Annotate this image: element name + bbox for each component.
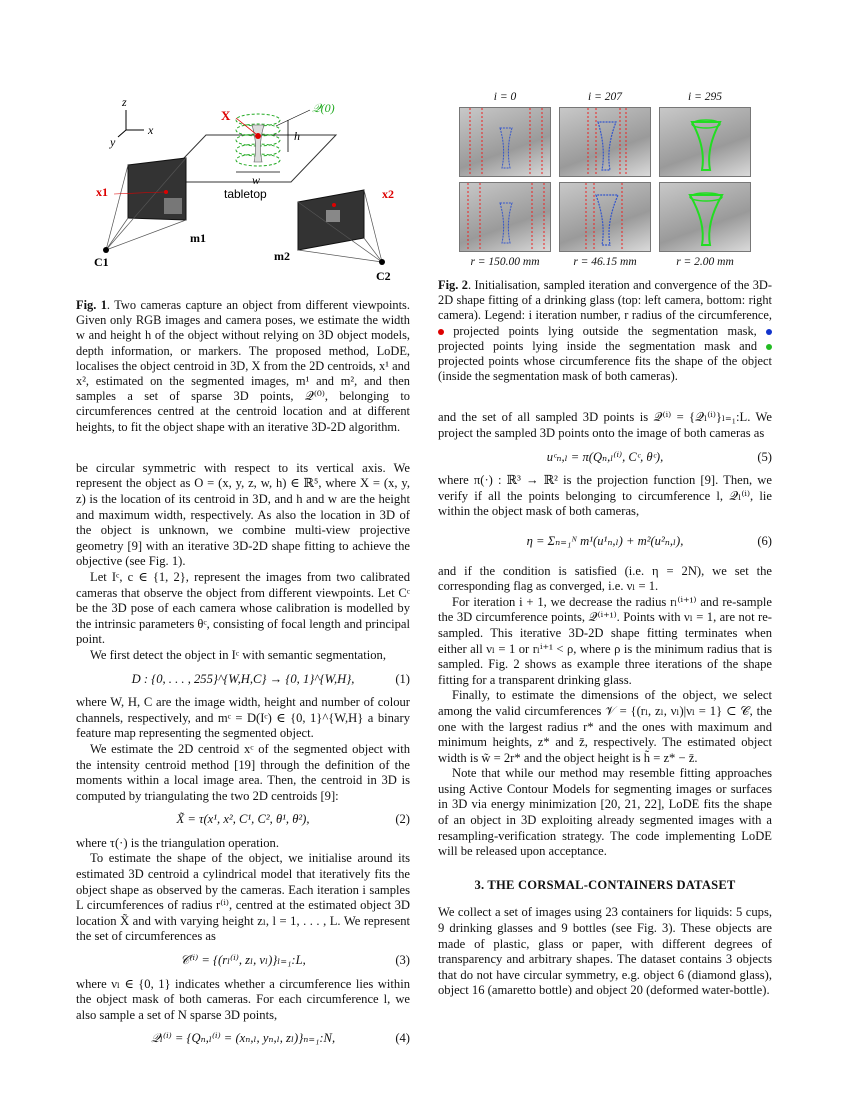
axes-icon [118, 110, 144, 137]
equation-1-number: (1) [395, 671, 410, 686]
equation-6 [438, 534, 772, 550]
fig2-thumb-right-2 [659, 182, 751, 252]
axis-label-z: z [122, 95, 127, 109]
left-paragraph-1: be circular symmetric with respect to its vertical axis. We represent the object as O = (x, y, z, w, h) ∈ ℝ⁵, where X = (x, y, z) is the location of its centroid in 3D, and h and w are the height and maximum width, respectively. As also the location in 3D of the object is unknown, we combine multi-view projective geometry [9] with an iterative 3D-2D shape fitting to achieve the objective (see Fig. 1). [76, 460, 410, 569]
red-dot-icon [438, 329, 444, 335]
height-label: h [294, 129, 300, 143]
fig2-radius-label-0: r = 150.00 mm [470, 256, 540, 268]
right-paragraph-2: where π(·) : ℝ³ → ℝ² is the projection function [9]. Then, we verify if all the points belonging to circumference l, 𝒬ₗ⁽ⁱ⁾, lie within the object mask of both cameras, [438, 473, 772, 519]
section-title: 3. THE CORSMAL-CONTAINERS DATASET [474, 877, 736, 892]
right-paragraph-7: We collect a set of images using 23 containers for liquids: 5 cups, 9 drinking glasses and 9 bottles (see Fig. 3). These objects are made of plastic, glass or paper, with different degrees of transparency and arbitrary shapes. The dataset contains 3 objects that do not have circular symmetry, e.g. object 6 (diamond glass), object 16 (amaretto bottle) and object 20 (deformed water-bottle). [438, 905, 772, 998]
figure-1-caption: Fig. 1. Two cameras capture an object from different viewpoints. Given only RGB images and camera poses, we estimate the width w and height h of the object without relying on 3D object models, depth information, or markers. The proposed method, LoDE, localises the object centroid in 3D, X from the 2D centroids, x¹ and x², estimated on the segmented images, m¹ and m², and then samples a set of sparse 3D points, 𝒬⁽⁰⁾, belonging to circumferences centred at the centroid location and at different heights, to fit the object shape with an iterative 3D-2D algorithm. [76, 298, 410, 434]
left-paragraph-8: where νₗ ∈ {0, 1} indicates whether a circumference lies within the object mask of both cameras. For each circumference l, we also sample a set of N sparse 3D points, [76, 976, 410, 1022]
x1-label: x1 [96, 185, 108, 199]
fig2-caption-d: projected points whose circumference fits the shape of the object (inside the segmentation mask of both cameras). [438, 354, 772, 384]
fig2-iter-label-0: i = 0 [493, 91, 517, 103]
tabletop-label: tabletop [224, 187, 267, 201]
left-column [76, 90, 410, 1055]
fig2-caption-title: Fig. 2 [438, 278, 468, 292]
equation-5-number: (5) [757, 449, 772, 464]
equation-1-body: D : {0, . . . , 255}^{W,H,C} → {0, 1}^{W,H}, [131, 671, 355, 686]
fig2-caption-a: Initialisation, sampled iteration and convergence of the 3D-2D shape fitting of a drinking glass (top: left camera, bottom: right camera). Legend: i iteration number, r radius of the circumference, [438, 278, 772, 323]
axis-label-x: x [148, 123, 154, 137]
equation-2 [76, 812, 410, 828]
fig2-thumb-left-0 [459, 107, 551, 177]
equation-2-number: (2) [395, 812, 410, 827]
equation-3-body: 𝒞⁽ⁱ⁾ = {(rₗ⁽ⁱ⁾, zₗ, νₗ)}ₗ₌₁:L, [180, 953, 306, 968]
equation-1 [76, 672, 410, 688]
left-paragraph-7: To estimate the shape of the object, we initialise around its estimated 3D centroid a cylindrical model that iteratively fits the object shape as observed by the cameras. Each iteration i samples L circumferences of radius r⁽ⁱ⁾, centred at the estimated object 3D location X̃ and with varying height zₗ, l = 1, . . . , L. We represent the set of circumferences as [76, 851, 410, 944]
right-paragraph-6: Note that while our method may resemble fitting approaches using Active Contour Models for segmenting images or surfaces in 3D via energy minimization [20, 21, 22], LoDE fits the shape of an object in 3D exploiting already segmented images with a resampling-verification strategy. The code implementing LoDE will be released upon acceptance. [438, 766, 772, 859]
equation-4-number: (4) [395, 1031, 410, 1046]
right-paragraph-1: and the set of all sampled 3D points is 𝒬⁽ⁱ⁾ = {𝒬ₗ⁽ⁱ⁾}ₗ₌₁:L. We project the sampled 3D points onto the image of both cameras as [438, 410, 772, 441]
equation-5 [438, 450, 772, 466]
green-dot-icon [766, 344, 772, 350]
camera-2-label: C2 [376, 269, 391, 283]
fig2-thumb-right-0 [459, 182, 551, 252]
equation-5-body: uᶜₙ,ₗ = π(Qₙ,ₗ⁽ⁱ⁾, Cᶜ, θᶜ), [546, 449, 664, 464]
fig2-radius-label-2: r = 2.00 mm [676, 256, 734, 268]
figure-2 [455, 90, 755, 270]
q0-label: 𝒬(0) [312, 101, 335, 115]
figure-1 [76, 90, 410, 290]
camera-1-center [103, 247, 109, 253]
left-paragraph-2: Let Iᶜ, c ∈ {1, 2}, represent the images from two calibrated cameras that observe the object from different viewpoints. Let Cᶜ be the 3D pose of each camera whose calibration is modelled by the intrinsic parameters θᶜ, consisting of focal length and principal point. [76, 569, 410, 647]
right-paragraph-5: Finally, to estimate the dimensions of the object, we select among the valid circumferences 𝒱 = {(rₗ, zₗ, νₗ)|νₗ = 1} ⊂ 𝒞, the one with the largest radius r* and the ones with maximum and minimum heights, z* and z̄, respectively. The estimated object width is w̃ = 2r* and the object height is h̃ = z* − z̄. [438, 688, 772, 765]
figure-1-diagram [76, 90, 410, 290]
fig2-iter-label-1: i = 207 [588, 91, 622, 103]
centroid-label: X [221, 108, 231, 123]
right-paragraph-3: and if the condition is satisfied (i.e. η = 2N), we set the corresponding flag as converged, i.e. νₗ = 1. [438, 563, 772, 594]
left-paragraph-3: We first detect the object in Iᶜ with semantic segmentation, [90, 647, 386, 662]
right-paragraph-4: For iteration i + 1, we decrease the radius rₗ⁽ⁱ⁺¹⁾ and re-sample the 3D circumference points, 𝒬⁽ⁱ⁺¹⁾. Points with νₗ = 1, are not re-sampled. This iterative 3D-2D shape fitting terminates when either all νₗ = 1 or rₗⁱ⁺¹ < ρ, where ρ is the minimum radius that is sampled. Fig. 2 shows as example three iterations of the shape fitting for a transparent drinking glass. [438, 594, 772, 687]
m2-label: m2 [274, 249, 290, 263]
fig2-caption-b: projected points lying outside the segmentation mask, [453, 323, 757, 338]
fig2-thumb-right-1 [559, 182, 651, 252]
equation-6-number: (6) [757, 533, 772, 548]
equation-2-body: X̃ = τ(x¹, x², C¹, C², θ¹, θ²), [176, 812, 310, 827]
fig2-thumb-left-1 [559, 107, 651, 177]
equation-4-body: 𝒬ₗ⁽ⁱ⁾ = {Qₙ,ₗ⁽ⁱ⁾ = (xₙ,ₗ, yₙ,ₗ, zₗ)}ₙ₌₁:N, [150, 1031, 336, 1046]
equation-4 [76, 1031, 410, 1047]
camera-1-label: C1 [94, 255, 109, 269]
equation-3-number: (3) [395, 953, 410, 968]
axis-label-y: y [110, 135, 116, 149]
equation-3 [76, 953, 410, 969]
right-column [438, 90, 772, 999]
fig1-caption-title: Fig. 1 [76, 298, 107, 312]
left-paragraph-5: We estimate the 2D centroid xᶜ of the segmented object with the intensity centroid method [19] through the definition of the moments within a local image area. Then, the centroid in 3D is computed by triangulating the two 2D centroids [9]: [76, 741, 410, 803]
blue-dot-icon [766, 329, 772, 335]
fig2-iter-label-2: i = 295 [688, 91, 722, 103]
x2-label: x2 [382, 187, 394, 201]
fig2-radius-label-1: r = 46.15 mm [573, 256, 637, 268]
equation-6-body: η = Σₙ₌₁ᴺ m¹(u¹ₙ,ₗ) + m²(u²ₙ,ₗ), [526, 533, 684, 548]
left-paragraph-4: where W, H, C are the image width, height and number of colour channels, respectively, and mᶜ = D(Iᶜ) ∈ {0, 1}^{W,H} a binary feature map representing the segmented object. [76, 695, 410, 741]
fig2-thumb-left-2 [659, 107, 751, 177]
m1-label: m1 [190, 231, 206, 245]
figure-2-caption: Fig. 2. Initialisation, sampled iteration and convergence of the 3D-2D shape fitting of a drinking glass (top: left camera, bottom: right camera). Legend: i iteration number, r radius of the circumference, projected points lying outside the segmentation mask, projected points lying inside the segmentation mask and projected points whose circumference fits the shape of the object (inside the segmentation mask of both cameras). [438, 278, 772, 384]
width-label: w [252, 173, 261, 187]
fig1-caption-text: Two cameras capture an object from different viewpoints. Given only RGB images and camera poses, we estimate the width w and height h of the object without relying on 3D object models, depth information, or markers. The proposed method, LoDE, localises the object centroid in 3D, X from the 2D centroids, x¹ and x², estimated on the segmented images, m¹ and m², and then samples a set of sparse 3D points, 𝒬⁽⁰⁾, belonging to circumferences centred at the centroid location and at different heights, to fit the object shape with an iterative 3D-2D algorithm. [76, 298, 410, 434]
camera-2-center [379, 259, 385, 265]
tabletop-plane [161, 135, 336, 182]
left-paragraph-6: where τ(·) is the triangulation operation. [76, 835, 279, 850]
fig2-caption-c: projected points lying inside the segmentation mask and [438, 338, 758, 353]
